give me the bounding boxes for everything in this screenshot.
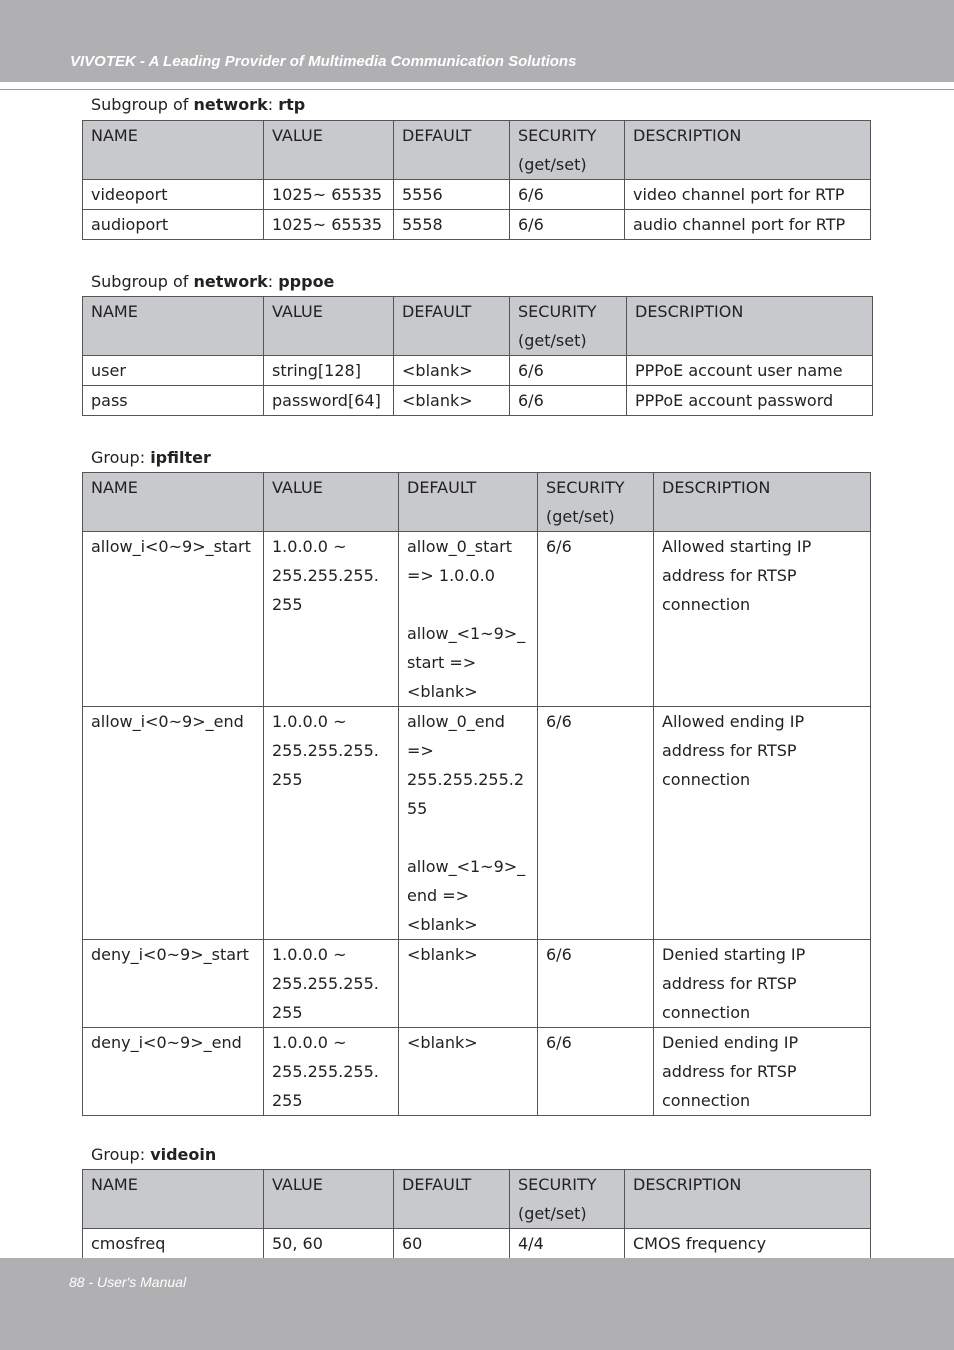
table-row	[83, 386, 873, 416]
column-header-value: VALUE	[264, 473, 399, 532]
header-title: VIVOTEK - A Leading Provider of Multimedia Communication Solutions	[70, 53, 577, 70]
caption-prefix: Group:	[91, 448, 151, 467]
column-header-default: DEFAULT	[394, 1170, 510, 1229]
cell-description: CMOS frequency	[625, 1229, 871, 1259]
cell-default: 60	[394, 1229, 510, 1259]
cell-value: 1.0.0.0 ~ 255.255.255. 255	[264, 1028, 399, 1116]
page-header	[0, 0, 954, 82]
column-header-description: DESCRIPTION	[625, 121, 871, 180]
column-header-security: SECURITY (get/set)	[510, 1170, 625, 1229]
cell-name: allow_i<0~9>_end	[83, 707, 264, 940]
caption-subgroup: pppoe	[278, 272, 335, 291]
cell-security: 4/4	[510, 1229, 625, 1259]
column-header-default: DEFAULT	[394, 121, 510, 180]
table-row	[83, 940, 871, 1028]
column-header-value: VALUE	[264, 297, 394, 356]
cell-description: Allowed starting IP address for RTSP connection	[654, 532, 871, 707]
cell-value: string[128]	[264, 356, 394, 386]
caption-prefix: Subgroup of	[91, 272, 194, 291]
cell-security: 6/6	[538, 532, 654, 707]
caption-subgroup: rtp	[278, 95, 306, 114]
column-header-description: DESCRIPTION	[627, 297, 873, 356]
cell-name: user	[83, 356, 264, 386]
cell-name: cmosfreq	[83, 1229, 264, 1259]
table-row	[83, 210, 871, 240]
cell-default: <blank>	[399, 1028, 538, 1116]
cell-security: 6/6	[538, 940, 654, 1028]
pppoe-table	[82, 296, 873, 416]
column-header-description: DESCRIPTION	[625, 1170, 871, 1229]
table-header-row	[83, 473, 871, 532]
cell-default: <blank>	[394, 356, 510, 386]
header-divider	[0, 89, 954, 90]
table-row	[83, 180, 871, 210]
cell-default: 5556	[394, 180, 510, 210]
caption-group: network	[193, 272, 268, 291]
cell-description: PPPoE account user name	[627, 356, 873, 386]
videoin-table	[82, 1169, 871, 1259]
cell-value: 50, 60	[264, 1229, 394, 1259]
page-number: 88 - User's Manual	[69, 1274, 187, 1290]
cell-security: 6/6	[538, 707, 654, 940]
cell-description: Denied ending IP address for RTSP connection	[654, 1028, 871, 1116]
table-header-row	[83, 1170, 871, 1229]
cell-security: 6/6	[510, 180, 625, 210]
cell-value: 1025~ 65535	[264, 180, 394, 210]
rtp-caption	[91, 95, 305, 115]
column-header-value: VALUE	[264, 121, 394, 180]
column-header-value: VALUE	[264, 1170, 394, 1229]
caption-prefix: Group:	[91, 1145, 151, 1164]
cell-name: videoport	[83, 180, 264, 210]
column-header-security: SECURITY (get/set)	[510, 297, 627, 356]
cell-security: 6/6	[538, 1028, 654, 1116]
caption-separator: :	[267, 272, 279, 291]
cell-security: 6/6	[510, 356, 627, 386]
cell-value: 1.0.0.0 ~ 255.255.255. 255	[264, 532, 399, 707]
column-header-name: NAME	[83, 1170, 264, 1229]
page-footer	[0, 1258, 954, 1350]
table-header-row	[83, 297, 873, 356]
videoin-caption	[91, 1145, 216, 1165]
table-header-row	[83, 121, 871, 180]
cell-default: 5558	[394, 210, 510, 240]
table-row	[83, 532, 871, 707]
cell-default: <blank>	[399, 940, 538, 1028]
caption-separator: :	[267, 95, 279, 114]
cell-name: deny_i<0~9>_end	[83, 1028, 264, 1116]
caption-prefix: Subgroup of	[91, 95, 194, 114]
cell-description: Allowed ending IP address for RTSP connection	[654, 707, 871, 940]
pppoe-caption	[91, 272, 334, 292]
ipfilter-table	[82, 472, 871, 1116]
cell-default: <blank>	[394, 386, 510, 416]
cell-security: 6/6	[510, 386, 627, 416]
table-row	[83, 1028, 871, 1116]
ipfilter-caption	[91, 448, 211, 468]
cell-description: Denied starting IP address for RTSP connection	[654, 940, 871, 1028]
column-header-name: NAME	[83, 473, 264, 532]
column-header-default: DEFAULT	[399, 473, 538, 532]
column-header-name: NAME	[83, 297, 264, 356]
cell-name: allow_i<0~9>_start	[83, 532, 264, 707]
table-row	[83, 707, 871, 940]
column-header-security: SECURITY (get/set)	[538, 473, 654, 532]
cell-value: 1.0.0.0 ~ 255.255.255. 255	[264, 940, 399, 1028]
cell-security: 6/6	[510, 210, 625, 240]
table-row	[83, 1229, 871, 1259]
cell-name: pass	[83, 386, 264, 416]
cell-default: allow_0_end => 255.255.255.2 55 allow_<1~9>_ end => <blank>	[399, 707, 538, 940]
cell-value: password[64]	[264, 386, 394, 416]
cell-name: deny_i<0~9>_start	[83, 940, 264, 1028]
column-header-security: SECURITY (get/set)	[510, 121, 625, 180]
cell-description: PPPoE account password	[627, 386, 873, 416]
cell-name: audioport	[83, 210, 264, 240]
column-header-name: NAME	[83, 121, 264, 180]
caption-group: videoin	[150, 1145, 217, 1164]
column-header-description: DESCRIPTION	[654, 473, 871, 532]
caption-group: ipfilter	[150, 448, 211, 467]
cell-value: 1025~ 65535	[264, 210, 394, 240]
rtp-table	[82, 120, 871, 240]
table-row	[83, 356, 873, 386]
cell-value: 1.0.0.0 ~ 255.255.255. 255	[264, 707, 399, 940]
cell-description: video channel port for RTP	[625, 180, 871, 210]
column-header-default: DEFAULT	[394, 297, 510, 356]
cell-description: audio channel port for RTP	[625, 210, 871, 240]
cell-default: allow_0_start => 1.0.0.0 allow_<1~9>_ start => <blank>	[399, 532, 538, 707]
caption-group: network	[193, 95, 268, 114]
